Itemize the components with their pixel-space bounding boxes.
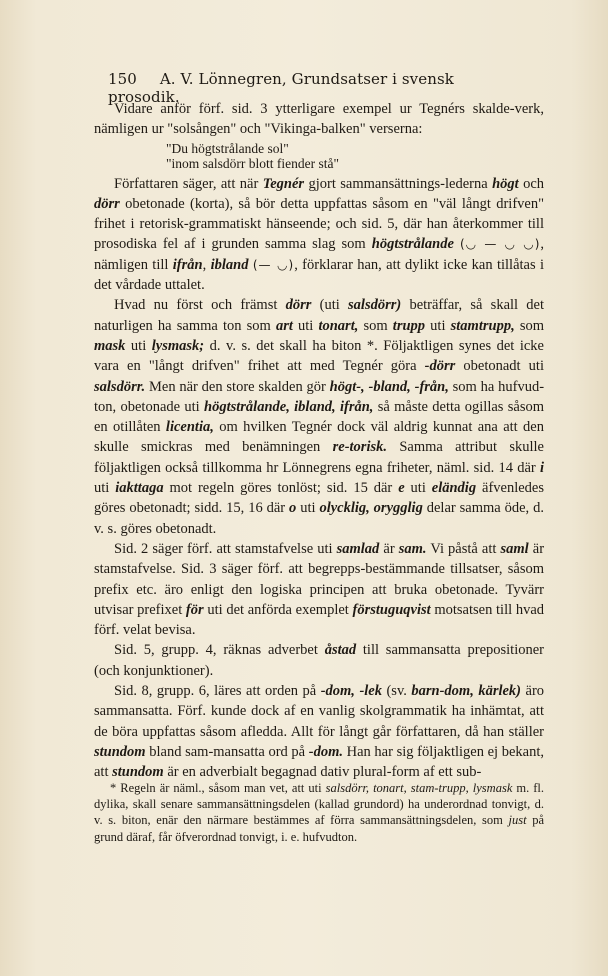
emphasis: i (539, 459, 544, 476)
emphasis: -bland, (368, 378, 411, 395)
emphasis: högtstrålande (371, 236, 454, 253)
main-text (94, 99, 544, 783)
text-run: bland sam-mansatta ord på (145, 743, 309, 760)
text-run: Men när den store skalden gör (145, 378, 330, 395)
running-title: A. V. Lönnegren, Grundsatser i svensk prosodik. (108, 70, 454, 106)
paragraph-2 (94, 174, 544, 296)
text-run: som ha hufvud-ton, obetonade uti (94, 378, 545, 415)
emphasis: dörr (94, 195, 120, 212)
text-run: * Regeln är näml., såsom man vet, att uti (110, 781, 326, 795)
text-run: Författaren säger, att när (114, 175, 263, 192)
emphasis: åstad (324, 642, 357, 659)
page-number: 150 (108, 70, 137, 88)
text-run: äro sammansatta. Förf. kunde dock af en vanlig skolgrammatik ha inhämtat, att de böra uppfattas såsom afledda. Allt för långt går författaren, då han ställer (94, 683, 545, 740)
emphasis: Tegnér (262, 175, 305, 192)
text-run: Samma attribut skulle följaktligen också tillkomma hr Lönnegrens egna friheter, näml. sid. 14 där (94, 439, 544, 476)
emphasis: samlad (336, 540, 380, 557)
text-run: uti det anförda exemplet (203, 601, 353, 618)
emphasis: stundom (94, 743, 146, 760)
text-run: uti (292, 317, 319, 334)
verse-line-1: "Du högtstrålande sol" (166, 140, 289, 156)
verse-quote (94, 141, 544, 172)
meter-notation: (— ◡) (252, 257, 295, 272)
emphasis: re-torisk. (332, 439, 387, 456)
text-run: d. v. s. det skall ha biton *. Följaktligen synes det icke vara en "långt drifven" frihet att med Tegnér göra (94, 337, 544, 375)
emphasis: iakttaga (115, 480, 164, 497)
emphasis: -dörr (424, 358, 456, 375)
text-run: till sammansatta prepositioner (och konjunktioner). (94, 642, 544, 679)
text-run: Sid. 5, grupp. 4, räknas adverbet (114, 642, 325, 659)
text-run: uti (404, 480, 432, 497)
text-run: mot regeln göres tonlöst; sid. 15 där (163, 480, 399, 497)
text-run: och (518, 175, 545, 192)
emphasis: lysmask; (151, 337, 205, 354)
emphasis: dörr (285, 297, 312, 314)
emphasis: -från, (414, 378, 449, 395)
paragraph-4 (94, 539, 544, 640)
text-run: obetonadt uti (455, 358, 544, 375)
emphasis: salsdörr) (348, 297, 402, 314)
text-run: Hvad nu först och främst (114, 297, 286, 314)
text-run: är stamstafvelse. Sid. 3 säger förf. att begrepps-bestämmande tillsatser, såsom prefix etc. äro enligt den logiska principen att bruka obetonade. Tyvärr utvisar prefixet (94, 540, 545, 618)
emphasis: förstuguqvist (352, 601, 431, 618)
text-run: uti (94, 480, 116, 497)
emphasis: e (398, 480, 405, 497)
text-run: Vi påstå att (426, 540, 501, 557)
emphasis: högtstrålande, ibland, ifrån, (204, 398, 374, 415)
emphasis: -dom. (308, 743, 343, 760)
emphasis: -lek (359, 683, 382, 700)
paragraph-6 (94, 681, 544, 782)
text-run: Vidare anför förf. sid. 3 ytterligare exempel ur Tegnérs skalde-verk, nämligen ur "solsången" och "Vikinga-balken" verserna: (94, 101, 544, 138)
text-run: uti (125, 337, 152, 354)
text-run: m. fl. dylika, skall senare sammansättningsdelen (kallad grundord) ha underordnad tonvigt, d. v. s. biton, enär den närmare bestämmes af förra sammansättningsdelen, som (94, 781, 545, 828)
text-run: på grund däraf, får öfverordnad tonvigt, i. e. hufvudton. (94, 813, 544, 844)
emphasis: sam. (398, 540, 427, 557)
text-run: , nämligen till (94, 236, 545, 273)
text-run: som (514, 317, 545, 334)
emphasis: högt-, (329, 378, 365, 395)
text-run: Han har sig följaktligen ej bekant, att (94, 743, 544, 781)
emphasis: barn-dom, kärlek) (411, 683, 522, 700)
text-run: obetonade (korta), så bör detta uppfattas såsom en "väl långt drifven" frihet i retorisk-grammatiskt hänseende; och sid. 5, där han återkommer till prosodiska fel af i grunden samma slag som (94, 195, 544, 253)
meter-notation: (◡ — ◡ ◡) (459, 237, 541, 252)
emphasis: stundom (112, 764, 164, 781)
footnote (94, 780, 544, 845)
text-run: är en adverbialt begagnad dativ plural-form af ett sub- (163, 764, 482, 781)
text-run: som (358, 317, 393, 334)
emphasis: tonart, (318, 317, 359, 334)
verse-line-2: "inom salsdörr blott fiender stå" (166, 156, 339, 172)
text-run: om hvilken Tegnér dock väl aldrig kunnat ana att den skulle smickras med benämningen (94, 419, 544, 456)
text-run: motsatsen till hvad förf. velat bevisa. (94, 601, 544, 639)
text-run: är (379, 540, 399, 557)
emphasis: saml (500, 540, 529, 557)
emphasis: för (185, 601, 204, 618)
text-run: , (202, 256, 211, 273)
paragraph-1 (94, 99, 544, 140)
text-run: Sid. 8, grupp. 6, läres att orden på (114, 683, 321, 700)
paragraph-3 (94, 295, 544, 539)
emphasis: art (275, 317, 293, 334)
emphasis: ibland (210, 256, 249, 273)
emphasis: o (289, 500, 297, 517)
emphasis: högt (492, 175, 519, 192)
emphasis: ifrån (172, 256, 203, 273)
emphasis: trupp (392, 317, 426, 334)
footnote-text (94, 780, 544, 845)
emphasis: -dom, (320, 683, 355, 700)
emphasis: stamtrupp, (450, 317, 515, 334)
text-run: uti (425, 317, 451, 334)
text-run: gjort sammansättnings-lederna (304, 175, 493, 192)
emphasis: mask (94, 337, 126, 354)
emphasis: olycklig, orygglig (319, 500, 423, 517)
text-run: så måste detta ogillas såsom en otillåten (94, 398, 545, 436)
emphasis: licentia, (165, 419, 214, 436)
text-run: äfvenledes göres obetonadt; sidd. 15, 16 där (94, 480, 545, 517)
text-run: beträffar, så skall det naturligen ha samma ton som (94, 297, 545, 334)
text-run: , förklarar han, att dylikt icke kan tillåtas i det vårdade uttalet. (94, 256, 545, 294)
text-run: Sid. 2 säger förf. att stamstafvelse uti (114, 540, 337, 557)
paragraph-5 (94, 640, 544, 681)
text-run: (sv. (381, 683, 412, 700)
emphasis: just (508, 813, 527, 828)
emphasis: salsdörr, tonart, stam-trupp, lysmask (325, 781, 513, 795)
emphasis: eländig (431, 480, 477, 497)
text-run: uti (296, 500, 320, 517)
text-run: delar samma öde, d. v. s. göres obetonadt. (94, 500, 544, 537)
text-run: (uti (311, 297, 349, 314)
emphasis: salsdörr. (94, 378, 146, 395)
